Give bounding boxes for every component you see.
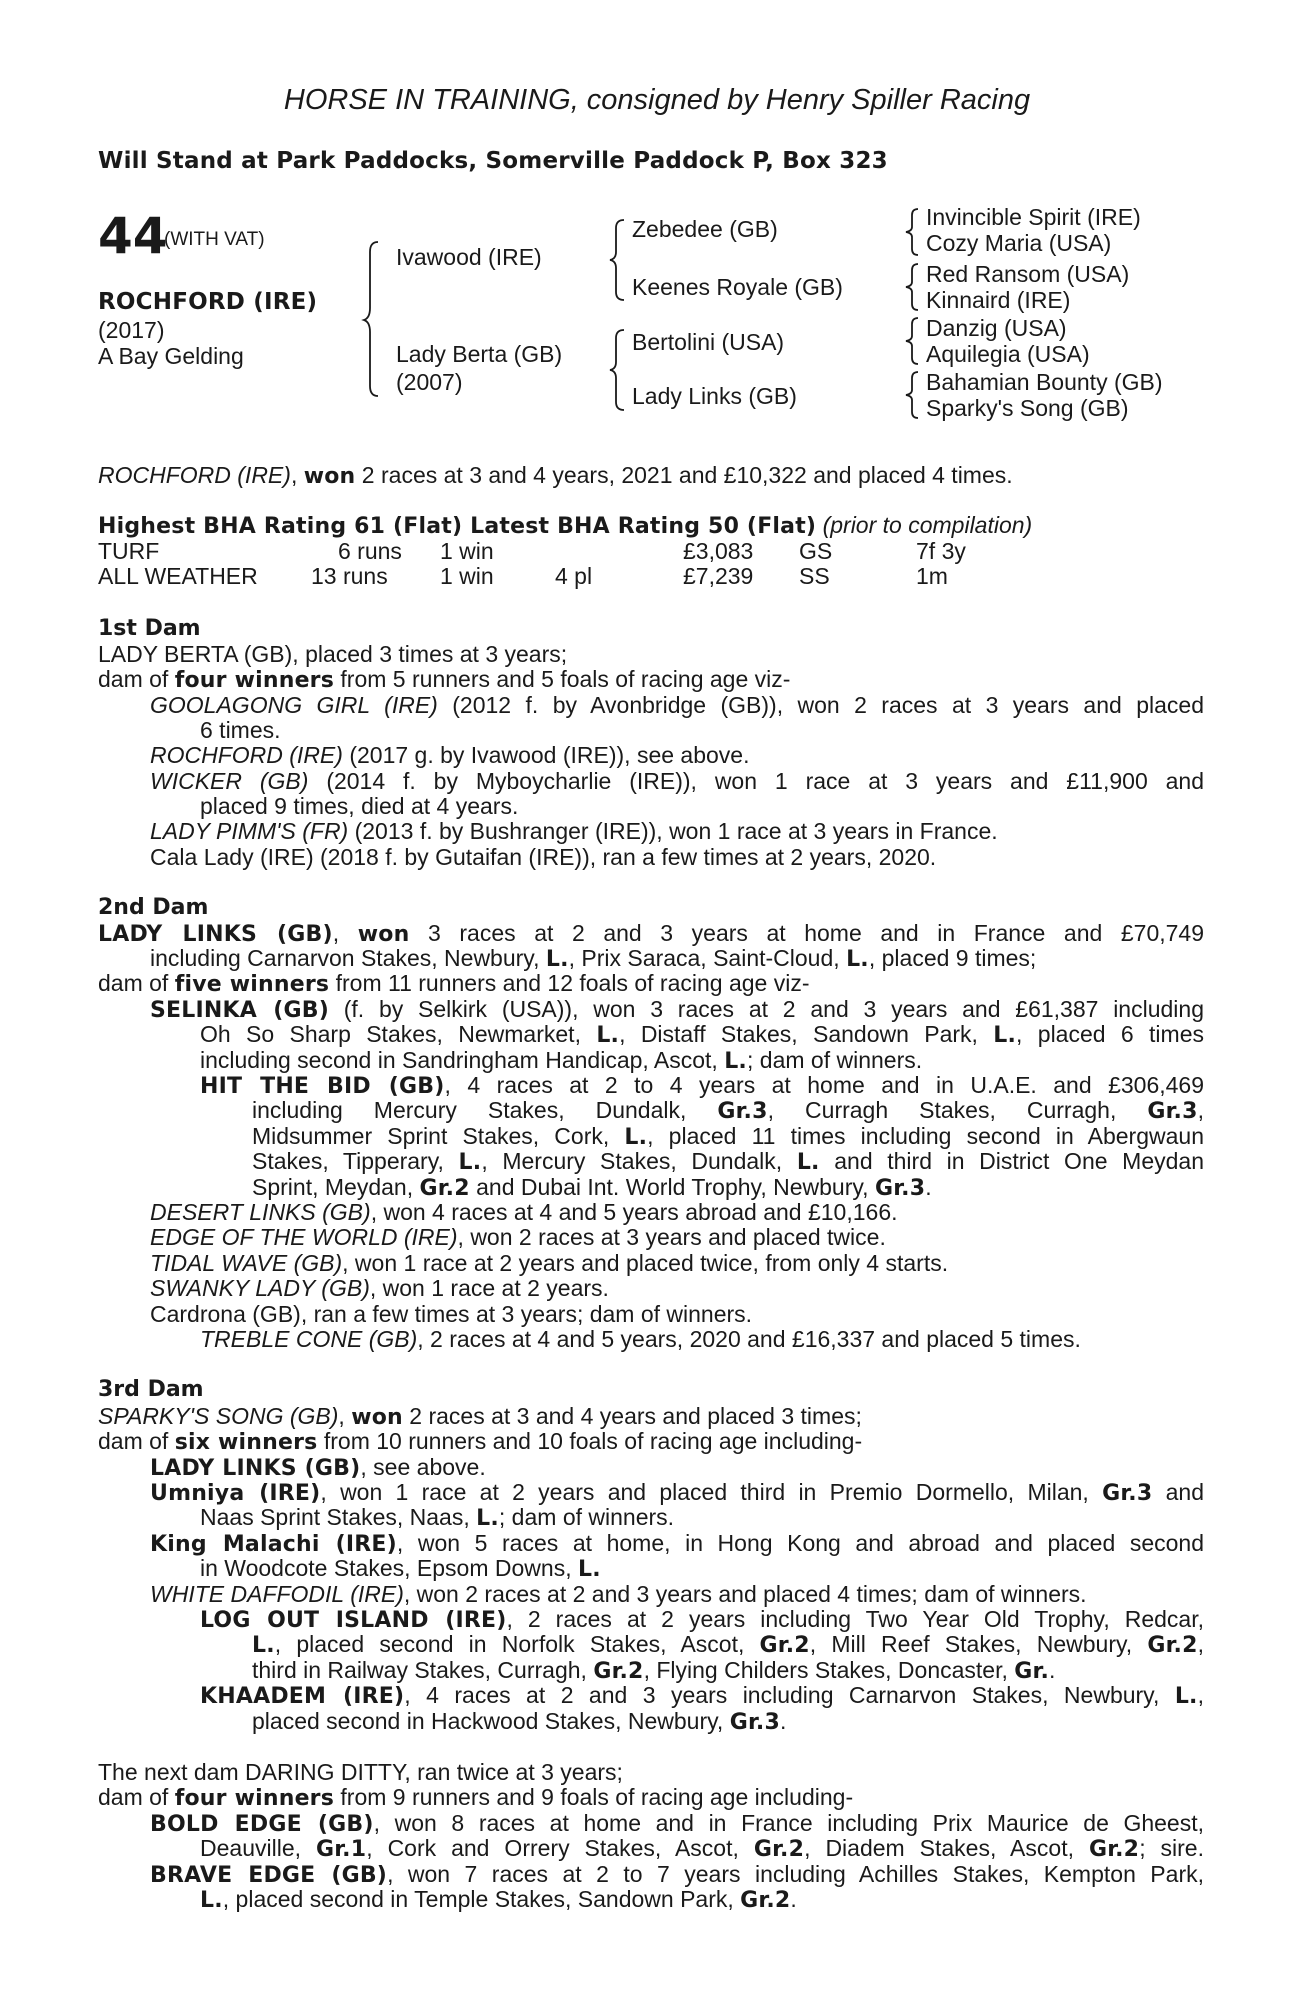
third-dam-heading: 3rd Dam <box>98 1377 204 1402</box>
pedigree-brace-dam <box>610 328 630 412</box>
text-run: L. <box>1174 1684 1198 1709</box>
text-run: ; dam of winners. <box>498 1504 675 1530</box>
text-run: , won 5 races at home, in Hong Kong and abroad and placed second <box>396 1530 1204 1556</box>
text-run: including second in Sandringham Handicap, Ascot, <box>200 1047 725 1073</box>
pedigree-dam-dam: Lady Links (GB) <box>632 383 797 409</box>
produce-goolagong <box>150 693 1204 719</box>
produce-khaadem <box>200 1683 1204 1710</box>
next-dam-line: The next dam DARING DITTY, ran twice at 3 years; <box>98 1759 623 1785</box>
text-run: , <box>1197 1682 1204 1708</box>
text-run: and Dubai Int. World Trophy, Newbury, <box>469 1174 875 1200</box>
text-run: , Mercury Stakes, Dundalk, <box>481 1148 797 1174</box>
text-run: , <box>332 920 358 946</box>
next-dam-produce <box>98 1785 853 1812</box>
pedigree-dam-year: (2007) <box>396 369 463 395</box>
text-run: Gr.1 <box>315 1837 367 1862</box>
text-run: and third in District One Meydan <box>819 1148 1204 1174</box>
text-run: , placed 11 times including second in Abergwaun <box>647 1123 1204 1149</box>
text-run: Deauville, <box>200 1835 316 1861</box>
produce-wicker <box>150 769 1204 795</box>
text-run: dam of <box>98 970 175 996</box>
second-dam-produce <box>98 971 810 998</box>
text-run: , 4 races at 2 to 4 years at home and in U.A.E. and £306,469 <box>444 1072 1204 1098</box>
produce-selinka <box>150 997 1204 1024</box>
first-dam-line: LADY BERTA (GB), placed 3 times at 3 years; <box>98 641 568 667</box>
text-run: ; dam of winners. <box>747 1047 923 1073</box>
produce-loi-cont1 <box>252 1632 1204 1659</box>
text-run: six winners <box>174 1430 318 1455</box>
text-run: , Diadem Stakes, Ascot, <box>804 1835 1089 1861</box>
text-run: including Carnarvon Stakes, Newbury, <box>150 945 546 971</box>
stat-going: SS <box>799 563 830 589</box>
text-run: Midsummer Sprint Stakes, Cork, <box>252 1123 625 1149</box>
text-run: , Flying Childers Stakes, Doncaster, <box>643 1657 1015 1683</box>
race-summary: ROCHFORD (IRE), won 2 races at 3 and 4 years, 2021 and £10,322 and placed 4 times. <box>98 462 1013 489</box>
text-run: , 4 races at 2 and 3 years including Carnarvon Stakes, Newbury, <box>404 1682 1175 1708</box>
text-run: from 11 runners and 12 foals of racing age viz- <box>329 970 810 996</box>
text-run: 3 races at 2 and 3 years at home and in France and £70,749 <box>409 920 1205 946</box>
text-run: Umniya (IRE) <box>150 1481 321 1506</box>
produce-khaadem-cont <box>252 1709 786 1736</box>
text-run: L. <box>545 947 569 972</box>
rating-label: Highest BHA Rating 61 (Flat) Latest BHA Rating 50 (Flat) <box>98 514 817 539</box>
stat-runs: 6 runs <box>338 538 402 564</box>
stat-distance: 7f 3y <box>916 538 966 564</box>
text-run: KHAADEM (IRE) <box>200 1684 405 1709</box>
text-run: BRAVE EDGE (GB) <box>150 1863 388 1888</box>
produce-umniya-cont <box>200 1505 674 1532</box>
text-run: and <box>1152 1479 1204 1505</box>
text-run: GOOLAGONG GIRL (IRE) <box>150 692 438 718</box>
text-run: Gr.3 <box>717 1099 768 1124</box>
text-run: , Cork and Orrery Stakes, Ascot, <box>366 1835 754 1861</box>
text-run: EDGE OF THE WORLD (IRE) <box>150 1224 458 1250</box>
produce-tidal-wave <box>150 1251 948 1277</box>
text-run: SELINKA (GB) <box>150 998 329 1023</box>
text-run: . <box>925 1174 932 1200</box>
produce-log-out-island <box>200 1607 1204 1634</box>
produce-cardrona: Cardrona (GB), ran a few times at 3 years; dam of winners. <box>150 1301 753 1327</box>
produce-desert-links <box>150 1200 898 1226</box>
text-run: , <box>1197 1097 1205 1123</box>
text-run: L. <box>476 1506 499 1531</box>
ggp-1: Invincible Spirit (IRE) <box>926 204 1141 230</box>
stat-wins: 1 win <box>440 538 494 564</box>
ggp-6: Aquilegia (USA) <box>926 341 1090 367</box>
text-run: , placed second in Norfolk Stakes, Ascot, <box>274 1631 760 1657</box>
text-run: including Mercury Stakes, Dundalk, <box>252 1097 718 1123</box>
text-run: WICKER (GB) <box>150 768 309 794</box>
brace-ggp-3 <box>906 316 922 366</box>
ggp-3: Red Ransom (USA) <box>926 261 1130 287</box>
text-run: L. <box>846 947 869 972</box>
stat-surface: ALL WEATHER <box>98 563 258 589</box>
stat-prize: £3,083 <box>683 538 754 564</box>
text-run: LADY LINKS (GB) <box>98 922 333 947</box>
lot-number: 44 <box>98 207 168 265</box>
text-run: L. <box>200 1888 223 1913</box>
text-run: , 2 races at 2 years including Two Year Old Trophy, Redcar, <box>506 1606 1204 1632</box>
text-run: from 10 runners and 10 foals of racing age including- <box>317 1428 863 1454</box>
vat-label: (WITH VAT) <box>164 229 265 250</box>
text-run: TREBLE CONE (GB) <box>200 1326 418 1352</box>
brace-ggp-4 <box>906 370 922 420</box>
horse-description: A Bay Gelding <box>98 343 244 369</box>
text-run: L. <box>993 1023 1017 1048</box>
produce-hit-the-bid <box>200 1073 1204 1100</box>
text-run: Stakes, Tipperary, <box>252 1148 459 1174</box>
produce-htb-cont4 <box>252 1175 932 1202</box>
text-run: TIDAL WAVE (GB) <box>150 1250 343 1276</box>
text-run: , placed second in Temple Stakes, Sandown Park, <box>222 1886 741 1912</box>
sparkys-song-line <box>98 1404 862 1431</box>
text-run: dam of <box>98 1428 175 1454</box>
text-run: , won 1 race at 2 years. <box>369 1275 609 1301</box>
stat-wins: 1 win <box>440 563 494 589</box>
text-run: Sprint, Meydan, <box>252 1174 420 1200</box>
produce-brave-edge <box>150 1862 1204 1889</box>
first-dam-heading: 1st Dam <box>98 616 201 641</box>
produce-king-malachi-cont <box>200 1556 601 1583</box>
text-run: DESERT LINKS (GB) <box>150 1199 371 1225</box>
text-run: from 5 runners and 5 foals of racing age viz- <box>334 666 791 692</box>
summary-won: won <box>303 464 356 489</box>
text-run: L. <box>724 1049 747 1074</box>
text-run: Gr.2 <box>759 1633 810 1658</box>
text-run: , placed 6 times <box>1016 1021 1204 1047</box>
produce-white-daffodil <box>150 1582 1087 1608</box>
second-dam-heading: 2nd Dam <box>98 895 209 920</box>
text-run: Gr.2 <box>1088 1837 1140 1862</box>
produce-bold-edge-cont <box>200 1836 1204 1863</box>
produce-bold-edge <box>150 1811 1204 1838</box>
text-run: . <box>1049 1657 1056 1683</box>
pedigree-sire: Ivawood (IRE) <box>396 244 542 270</box>
produce-lady-pimms <box>150 819 998 845</box>
text-run: , won 1 race at 2 years and placed third in Premio Dormello, Milan, <box>320 1479 1103 1505</box>
stat-distance: 1m <box>916 563 948 589</box>
first-dam-produce <box>98 667 790 694</box>
text-run: King Malachi (IRE) <box>150 1532 397 1557</box>
text-run: third in Railway Stakes, Curragh, <box>252 1657 594 1683</box>
text-run: placed second in Hackwood Stakes, Newbury, <box>252 1708 730 1734</box>
produce-wicker-cont: placed 9 times, died at 4 years. <box>200 793 519 819</box>
pedigree-sire-dam: Keenes Royale (GB) <box>632 274 843 300</box>
text-run: L. <box>596 1023 620 1048</box>
text-run: Gr. <box>1014 1659 1050 1684</box>
text-run: 2 races at 3 and 4 years and placed 3 times; <box>402 1403 862 1429</box>
text-run: , see above. <box>360 1454 486 1480</box>
produce-selinka-cont2 <box>200 1048 922 1075</box>
produce-brave-edge-cont <box>200 1887 797 1914</box>
text-run: SWANKY LADY (GB) <box>150 1275 370 1301</box>
pedigree-brace-sire <box>610 218 630 302</box>
text-run: L. <box>252 1633 275 1658</box>
text-run: dam of <box>98 666 175 692</box>
brace-ggp-1 <box>906 207 922 257</box>
text-run: HIT THE BID (GB) <box>200 1074 445 1099</box>
ggp-4: Kinnaird (IRE) <box>926 287 1071 313</box>
produce-selinka-cont1 <box>200 1022 1204 1049</box>
text-run: (2017 g. by Ivawood (IRE)), see above. <box>342 742 750 768</box>
text-run: SPARKY'S SONG (GB) <box>98 1403 339 1429</box>
text-run: dam of <box>98 1784 175 1810</box>
ggp-2: Cozy Maria (USA) <box>926 230 1112 256</box>
pedigree-brace-main <box>364 240 384 400</box>
ggp-8: Sparky's Song (GB) <box>926 395 1129 421</box>
text-run: , won 2 races at 2 and 3 years and placed 4 times; dam of winners. <box>403 1581 1087 1607</box>
produce-cala-lady: Cala Lady (IRE) (2018 f. by Gutaifan (IRE)), ran a few times at 2 years, 2020. <box>150 844 937 870</box>
text-run: Gr.3 <box>729 1710 780 1735</box>
stat-runs: 13 runs <box>311 563 388 589</box>
text-run: , 2 races at 4 and 5 years, 2020 and £16,337 and placed 5 times. <box>417 1326 1081 1352</box>
text-run: five winners <box>174 972 330 997</box>
stat-placed: 4 pl <box>555 563 593 589</box>
text-run: L. <box>796 1150 820 1175</box>
bha-rating <box>98 513 1032 540</box>
produce-htb-cont3 <box>252 1149 1204 1176</box>
lady-links-line <box>98 921 1204 948</box>
produce-htb-cont2 <box>252 1124 1204 1151</box>
text-run: Gr.2 <box>740 1888 791 1913</box>
text-run: , <box>338 1403 352 1429</box>
text-run: , won 8 races at home and in France including Prix Maurice de Gheest, <box>373 1810 1205 1836</box>
text-run: LOG OUT ISLAND (IRE) <box>200 1608 507 1633</box>
text-run: Gr.2 <box>593 1659 644 1684</box>
stat-surface: TURF <box>98 538 160 564</box>
text-run: (2013 f. by Bushranger (IRE)), won 1 race at 3 years in France. <box>348 818 998 844</box>
produce-lady-links <box>150 1455 486 1482</box>
produce-treble-cone <box>200 1327 1081 1353</box>
stat-prize: £7,239 <box>683 563 754 589</box>
pedigree-dam: Lady Berta (GB) <box>396 341 563 367</box>
pedigree-dam-sire: Bertolini (USA) <box>632 329 785 355</box>
produce-swanky-lady <box>150 1276 609 1302</box>
stat-going: GS <box>799 538 833 564</box>
text-run: L. <box>458 1150 482 1175</box>
text-run: Gr.3 <box>1147 1099 1198 1124</box>
produce-goolagong-cont: 6 times. <box>200 717 281 743</box>
text-run: , Distaff Stakes, Sandown Park, <box>619 1021 994 1047</box>
text-run: in Woodcote Stakes, Epsom Downs, <box>200 1555 578 1581</box>
horse-year: (2017) <box>98 317 165 343</box>
produce-rochford <box>150 743 749 769</box>
produce-umniya <box>150 1480 1204 1507</box>
text-run: (2012 f. by Avonbridge (GB)), won 2 races at 3 years and placed <box>437 692 1204 718</box>
horse-name: ROCHFORD (IRE) <box>98 289 318 315</box>
text-run: Gr.2 <box>419 1176 470 1201</box>
text-run: , Prix Saraca, Saint-Cloud, <box>568 945 847 971</box>
text-run: . <box>779 1708 787 1734</box>
text-run: from 9 runners and 9 foals of racing age including- <box>334 1784 854 1810</box>
produce-loi-cont2 <box>252 1658 1055 1685</box>
text-run: , Mill Reef Stakes, Newbury, <box>809 1631 1148 1657</box>
text-run: won <box>357 922 410 947</box>
text-run: ; sire. <box>1139 1835 1204 1861</box>
third-dam-produce <box>98 1429 862 1456</box>
produce-edge-of-the-world <box>150 1225 886 1251</box>
text-run: ROCHFORD (IRE) <box>150 742 343 768</box>
text-run: WHITE DAFFODIL (IRE) <box>150 1581 404 1607</box>
text-run: Gr.2 <box>1147 1633 1198 1658</box>
text-run: Gr.2 <box>753 1837 805 1862</box>
text-run: (2014 f. by Myboycharlie (IRE)), won 1 race at 3 years and £11,900 and <box>308 768 1204 794</box>
text-run: Gr.3 <box>1102 1481 1153 1506</box>
text-run: Naas Sprint Stakes, Naas, <box>200 1504 477 1530</box>
text-run: , <box>1197 1631 1204 1657</box>
text-run: (f. by Selkirk (USA)), won 3 races at 2 and 3 years and £61,387 including <box>328 996 1204 1022</box>
text-run: , won 7 races at 2 to 7 years including Achilles Stakes, Kempton Park, <box>387 1861 1204 1887</box>
text-run: , won 4 races at 4 and 5 years abroad and £10,166. <box>370 1199 898 1225</box>
ggp-5: Danzig (USA) <box>926 315 1067 341</box>
page-header: HORSE IN TRAINING, consigned by Henry Spiller Racing <box>283 84 1031 116</box>
text-run: , won 2 races at 3 years and placed twice. <box>457 1224 886 1250</box>
text-run: won <box>351 1405 403 1430</box>
text-run: LADY LINKS (GB) <box>150 1456 361 1481</box>
summary-rest: 2 races at 3 and 4 years, 2021 and £10,322 and placed 4 times. <box>355 462 1013 488</box>
text-run: BOLD EDGE (GB) <box>150 1812 374 1837</box>
text-run: , placed 9 times; <box>868 945 1037 971</box>
text-run: , Curragh Stakes, Curragh, <box>767 1097 1148 1123</box>
location-line: Will Stand at Park Paddocks, Somerville Paddock P, Box 323 <box>98 148 888 174</box>
brace-ggp-2 <box>906 262 922 312</box>
lady-links-cont <box>150 946 1036 973</box>
rating-note: (prior to compilation) <box>822 512 1033 538</box>
ggp-7: Bahamian Bounty (GB) <box>926 369 1163 395</box>
text-run: Oh So Sharp Stakes, Newmarket, <box>200 1021 597 1047</box>
pedigree-sire-sire: Zebedee (GB) <box>632 216 778 242</box>
text-run: . <box>790 1886 797 1912</box>
text-run: four winners <box>174 1786 335 1811</box>
text-run: four winners <box>174 668 335 693</box>
text-run: L. <box>577 1557 601 1582</box>
text-run: L. <box>624 1125 648 1150</box>
summary-name: ROCHFORD (IRE) <box>98 462 291 488</box>
text-run: LADY PIMM'S (FR) <box>150 818 349 844</box>
text-run: , won 1 race at 2 years and placed twice, from only 4 starts. <box>342 1250 949 1276</box>
produce-htb-cont1 <box>252 1098 1204 1125</box>
text-run: Gr.3 <box>874 1176 926 1201</box>
produce-king-malachi <box>150 1531 1204 1558</box>
